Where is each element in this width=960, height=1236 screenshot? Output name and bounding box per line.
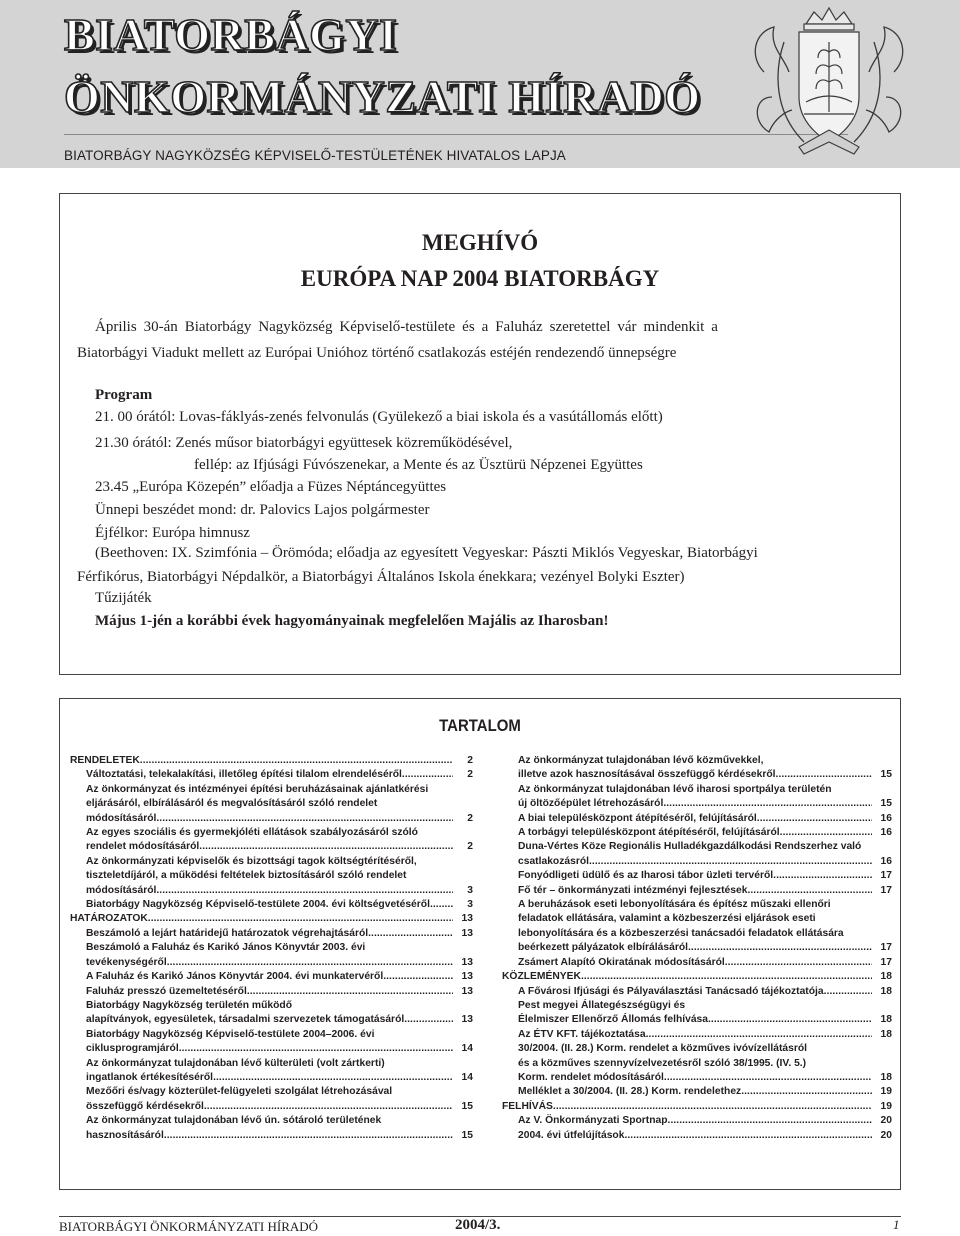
toc-entry-text: Az önkormányzat és intézményei építési beruházásainak ajánlatkérési (86, 783, 429, 795)
toc-page-number: 20 (880, 1115, 892, 1127)
toc-entry-text: rendelet módosításáról (86, 841, 200, 853)
toc-page-number: 15 (461, 1129, 473, 1141)
toc-page-number: 18 (880, 1071, 892, 1083)
program-item: fellép: az Ifjúsági Fúvószenekar, a Mente és az Üsztürü Népzenei Együttes (194, 457, 643, 473)
toc-entry (70, 783, 473, 826)
toc-page-number: 19 (880, 1100, 892, 1112)
toc-page-number: 18 (880, 985, 892, 997)
contents-column-right (502, 754, 892, 1143)
toc-dot-leader (780, 826, 872, 840)
toc-entry (70, 1057, 473, 1086)
program-item: 21.30 órától: Zenés műsor biatorbágyi együttesek közreműködésével, (95, 435, 513, 451)
toc-page-number: 17 (880, 884, 892, 896)
toc-dot-leader (179, 1042, 453, 1056)
toc-page-number: 13 (461, 927, 473, 939)
program-item: Tűzijáték (95, 590, 152, 606)
toc-entry-text: összefüggő kérdésekről (86, 1100, 204, 1112)
masthead (0, 0, 960, 168)
toc-page-number: 14 (461, 1071, 473, 1083)
toc-entry (70, 826, 473, 855)
toc-page-number: 17 (880, 870, 892, 882)
toc-dot-leader (688, 941, 872, 955)
toc-entry-text: tiszteletdíjáról, a működési feltételek biztosításáról szóló rendelet (86, 870, 407, 882)
toc-dot-leader (199, 840, 453, 854)
program-item: Férfikórus, Biatorbágyi Népdalkör, a Biatorbágyi Általános Iskola énekkara; vezényel Bolyki Eszter) (77, 569, 685, 585)
toc-page-number: 18 (880, 1014, 892, 1026)
toc-entry-text: Az önkormányzat tulajdonában lévő közművekkel, (518, 755, 764, 766)
toc-page-number: 13 (461, 985, 473, 997)
toc-dot-leader (624, 1129, 872, 1143)
toc-entry-text: A Faluház és Karikó János Könyvtár 2004. évi munkatervéről (86, 971, 384, 983)
contents-column-left (70, 754, 473, 1143)
toc-entry-text: A torbágyi településközpont átépítéséről, felújításáról (518, 827, 780, 839)
invitation-subtitle: EURÓPA NAP 2004 BIATORBÁGY (300, 266, 660, 291)
toc-dot-leader (773, 869, 872, 883)
toc-dot-leader (156, 812, 453, 826)
toc-entry-text: Biatorbágy Nagyközség területén működő (86, 999, 292, 1011)
toc-entry-text: 30/2004. (II. 28.) Korm. rendelet a közműves ivóvízellátásról (518, 1043, 808, 1055)
toc-page-number: 2 (467, 769, 473, 781)
toc-entry-text: Biatorbágy Nagyközség Képviselő-testülete 2004. évi költségvetéséről (86, 899, 430, 911)
toc-page-number: 13 (461, 956, 473, 968)
toc-dot-leader (204, 1100, 453, 1114)
toc-entry (70, 898, 473, 912)
toc-entry-text: A beruházások eseti lebonyolítására és építész műszaki ellenőri (518, 899, 831, 911)
toc-entry-text: módosításáról (86, 884, 157, 896)
toc-dot-leader (757, 812, 872, 826)
toc-entry-text: új öltözőépület létrehozásáról (518, 798, 664, 810)
toc-entry (70, 1114, 473, 1143)
toc-page-number: 18 (880, 1028, 892, 1040)
toc-entry-text: KÖZLEMÉNYEK (502, 971, 581, 983)
toc-entry-text: Fő tér – önkormányzati intézményi fejlesztések (518, 884, 748, 896)
toc-entry-text: Beszámoló a lejárt határidejű határozatok végrehajtásáról (86, 927, 369, 939)
toc-entry-text: beérkezett pályázatok elbírálásáról (518, 942, 688, 954)
toc-entry-text: 2004. évi útfelújítások (518, 1129, 625, 1141)
toc-entry-text: feladatok ellátására, valamint a közbeszerzési eljárások eseti (518, 913, 816, 925)
toc-section-heading (502, 970, 892, 984)
toc-entry-text: csatlakozásról (518, 855, 589, 867)
toc-entry (502, 985, 892, 999)
program-heading: Program (95, 387, 153, 403)
toc-dot-leader (553, 1100, 872, 1114)
toc-entry (70, 999, 473, 1028)
toc-dot-leader (668, 1114, 872, 1128)
toc-dot-leader (708, 1013, 872, 1027)
toc-page-number: 19 (880, 1086, 892, 1098)
toc-entry-text: eljárásáról, elbírálásáról és megvalósításáról szóló rendelet (86, 798, 378, 810)
toc-entry-text: módosításáról (86, 812, 157, 824)
toc-entry (502, 754, 892, 783)
toc-section-heading (502, 1100, 892, 1114)
program-item: Ünnepi beszédet mond: dr. Palovics Lajos polgármester (95, 502, 430, 518)
toc-entry (70, 927, 473, 941)
toc-entry-text: illetve azok hasznosításával összefüggő kérdésekről (518, 769, 776, 781)
toc-entry-text: Zsámert Alapító Okiratának módosításáról (518, 956, 725, 968)
toc-entry (502, 812, 892, 826)
toc-entry (502, 999, 892, 1028)
toc-entry-text: FELHÍVÁS (502, 1100, 553, 1112)
toc-entry (70, 1028, 473, 1057)
toc-entry-text: Duna-Vértes Köze Regionális Hulladékgazdálkodási Rendszerhez való (518, 841, 862, 853)
masthead-divider (64, 134, 848, 135)
toc-dot-leader (167, 956, 453, 970)
toc-page-number: 3 (467, 899, 473, 911)
toc-dot-leader (747, 884, 872, 898)
toc-entry-text: HATÁROZATOK (70, 913, 148, 925)
toc-entry (70, 768, 473, 782)
masthead-title-line2: ÖNKORMÁNYZATI HÍRADÓ (64, 71, 701, 122)
toc-page-number: 15 (880, 798, 892, 810)
toc-entry (502, 1042, 892, 1085)
toc-entry-text: Beszámoló a Faluház és Karikó János Könyvtár 2003. évi (86, 942, 366, 954)
toc-entry-text: A Fővárosi Ifjúsági és Pályaválasztási Tanácsadó tájékoztatója (518, 985, 824, 997)
coat-of-arms-icon (744, 2, 914, 162)
toc-entry-text: A biai településközpont átépítéséről, felújításáról (518, 812, 757, 824)
toc-entry-text: RENDELETEK (70, 755, 140, 766)
toc-entry (502, 840, 892, 869)
toc-entry (502, 869, 892, 883)
footer-publication-name: BIATORBÁGYI ÖNKORMÁNYZATI HÍRADÓ (59, 1219, 319, 1234)
footer-issue-number: 2004/3. (455, 1217, 501, 1233)
toc-entry-text: Az ÉTV KFT. tájékoztatása (518, 1028, 646, 1040)
program-item: Éjfélkor: Európa himnusz (95, 525, 250, 541)
toc-dot-leader (402, 768, 453, 782)
toc-page-number: 16 (880, 855, 892, 867)
toc-dot-leader (646, 1028, 872, 1042)
toc-entry-text: Változtatási, telekalakítási, illetőleg építési tilalom elrendeléséről (86, 769, 402, 781)
toc-dot-leader (430, 898, 453, 912)
toc-page-number: 13 (461, 1014, 473, 1026)
toc-page-number: 2 (467, 841, 473, 853)
toc-entry-text: Fonyódligeti üdülő és az Iharosi tábor üzleti tervéről (518, 870, 774, 882)
toc-dot-leader (156, 884, 453, 898)
toc-page-number: 20 (880, 1129, 892, 1141)
toc-dot-leader (664, 1071, 872, 1085)
toc-entry-text: Faluház presszó üzemeltetéséről (86, 985, 247, 997)
toc-entry (502, 1129, 892, 1143)
invitation-closing: Május 1-jén a korábbi évek hagyományainak megfelelően Majális az Iharosban! (95, 613, 609, 629)
toc-entry-text: lebonyolítására és a közbeszerzési tanácsadói feladatok ellátására (518, 927, 844, 939)
contents-title: TARTALOM (439, 716, 521, 735)
toc-entry-text: ciklusprogramjáról (86, 1043, 179, 1055)
toc-page-number: 17 (880, 942, 892, 954)
toc-page-number: 3 (467, 884, 473, 896)
toc-entry-text: Az önkormányzat tulajdonában lévő külterületi (volt zártkerti) (86, 1057, 385, 1069)
toc-entry (70, 855, 473, 898)
masthead-title-line1: BIATORBÁGYI (64, 9, 398, 60)
toc-entry (502, 783, 892, 812)
toc-section-heading (70, 912, 473, 926)
footer-page-number: 1 (893, 1217, 900, 1232)
toc-dot-leader (247, 985, 453, 999)
invitation-intro-line2: Biatorbágyi Viadukt mellett az Európai Unióhoz történő csatlakozás estéjén rendezendő ünnepségre (77, 345, 677, 361)
toc-page-number: 2 (467, 812, 473, 824)
toc-page-number: 13 (461, 913, 473, 925)
masthead-subtitle: BIATORBÁGY NAGYKÖZSÉG KÉPVISELŐ-TESTÜLETÉNEK HIVATALOS LAPJA (64, 148, 566, 163)
toc-entry-text: Korm. rendelet módosításáról (518, 1071, 664, 1083)
toc-page-number: 13 (461, 971, 473, 983)
toc-dot-leader (776, 768, 872, 782)
toc-entry-text: Biatorbágy Nagyközség Képviselő-testülete 2004–2006. évi (86, 1028, 375, 1040)
toc-page-number: 18 (880, 971, 892, 983)
toc-dot-leader (368, 927, 453, 941)
toc-entry-text: Az önkormányzat tulajdonában lévő ún. sótároló területének (86, 1115, 382, 1127)
toc-entry-text: Mezőőri és/vagy közterület-felügyeleti szolgálat létrehozásával (86, 1086, 393, 1098)
toc-entry-text: ingatlanok értékesítéséről (86, 1071, 214, 1083)
toc-entry (502, 898, 892, 956)
contents-box (59, 698, 901, 1190)
toc-entry (502, 1028, 892, 1042)
toc-page-number: 16 (880, 827, 892, 839)
toc-entry-text: Pest megyei Állategészségügyi és (518, 999, 686, 1011)
toc-dot-leader (164, 1129, 453, 1143)
toc-entry (502, 884, 892, 898)
toc-dot-leader (725, 956, 872, 970)
toc-dot-leader (824, 985, 872, 999)
invitation-title: MEGHÍVÓ (421, 230, 539, 255)
toc-entry (502, 1114, 892, 1128)
toc-entry-text: és a közműves szennyvízelvezetésről szóló 38/1995. (IV. 5.) (518, 1057, 807, 1069)
toc-dot-leader (589, 855, 872, 869)
toc-entry-text: Élelmiszer Ellenőrző Állomás felhívása (518, 1014, 708, 1026)
invitation-box (59, 193, 901, 675)
toc-page-number: 15 (461, 1100, 473, 1112)
toc-entry-text: Az önkormányzati képviselők és bizottsági tagok költségtérítéséről, (86, 855, 417, 867)
toc-page-number: 16 (880, 812, 892, 824)
program-item: 23.45 „Európa Közepén” előadja a Füzes Néptáncegyüttes (95, 479, 447, 495)
toc-dot-leader (404, 1013, 453, 1027)
toc-dot-leader (213, 1071, 453, 1085)
toc-page-number: 2 (467, 755, 473, 766)
toc-entry-text: Az önkormányzat tulajdonában lévő iharosi sportpálya területén (518, 783, 832, 795)
toc-entry (70, 970, 473, 984)
toc-entry (502, 956, 892, 970)
toc-dot-leader (140, 754, 453, 768)
toc-entry-text: tevékenységéről (86, 956, 167, 968)
toc-entry-text: Melléklet a 30/2004. (II. 28.) Korm. rendelethez (518, 1086, 742, 1098)
toc-dot-leader (581, 970, 872, 984)
toc-entry (502, 1085, 892, 1099)
toc-dot-leader (741, 1085, 872, 1099)
program-item: 21. 00 órától: Lovas-fáklyás-zenés felvonulás (Gyülekező a biai iskola és a vasútállomás előtt) (95, 409, 663, 425)
toc-entry (70, 985, 473, 999)
toc-page-number: 17 (880, 956, 892, 968)
toc-page-number: 15 (880, 769, 892, 781)
toc-dot-leader (148, 912, 453, 926)
toc-entry-text: Az egyes szociális és gyermekjóléti ellátások szabályozásáról szóló (86, 827, 418, 839)
invitation-intro-line1: Április 30-án Biatorbágy Nagyközség Képviselő-testülete és a Faluház szeretettel vár mindenkit a (95, 319, 718, 335)
toc-entry-text: alapítványok, egyesületek, társadalmi szervezetek támogatásáról (86, 1014, 405, 1026)
toc-dot-leader (663, 797, 872, 811)
toc-page-number: 14 (461, 1043, 473, 1055)
program-item: (Beethoven: IX. Szimfónia – Örömóda; előadja az egyesített Vegyeskar: Pászti Miklós Vegyeskar, Biatorbágyi (95, 545, 758, 561)
toc-entry-text: hasznosításáról (86, 1129, 164, 1141)
toc-entry (502, 826, 892, 840)
toc-dot-leader (383, 970, 453, 984)
toc-entry-text: Az V. Önkormányzati Sportnap (518, 1115, 668, 1127)
toc-entry (70, 941, 473, 970)
toc-entry (70, 1085, 473, 1114)
toc-section-heading (70, 754, 473, 768)
